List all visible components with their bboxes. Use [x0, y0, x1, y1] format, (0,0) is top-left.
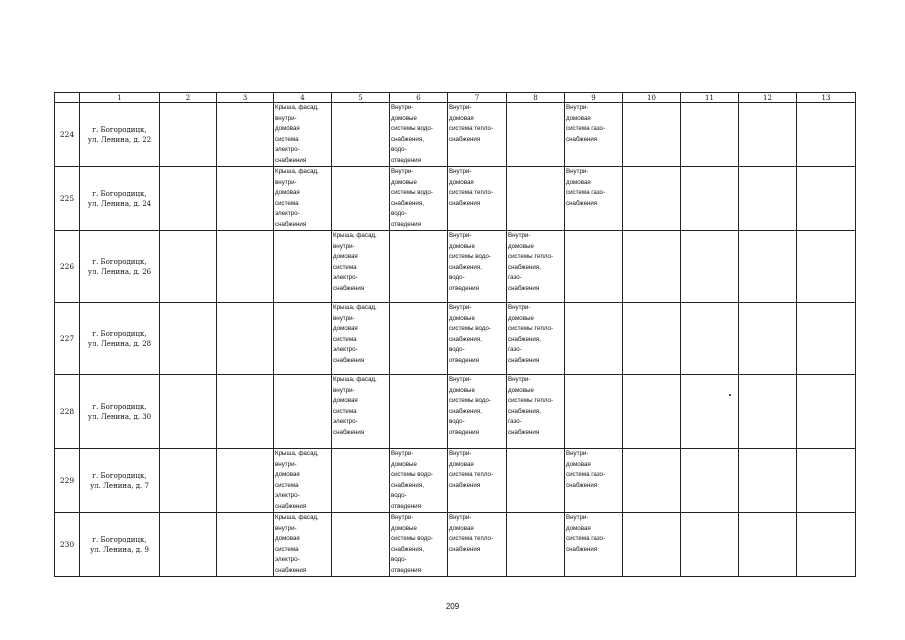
empty-cell: [739, 375, 797, 449]
system-line: газо-: [508, 346, 522, 353]
system-line: Внутри-: [449, 232, 472, 239]
row-number: 228: [55, 375, 80, 449]
system-line: система тепло-: [449, 471, 494, 478]
system-line: системы водо-: [391, 535, 433, 542]
row-number: 227: [55, 303, 80, 375]
empty-cell: [797, 449, 856, 513]
system-line: система тепло-: [449, 535, 494, 542]
column-header: 5: [332, 93, 390, 103]
system-line: снабжения: [566, 481, 598, 489]
system-line: водо-: [391, 146, 407, 153]
system-cell-col-6: [390, 167, 448, 231]
system-line: Внутри-: [449, 450, 472, 457]
column-header: 7: [448, 93, 507, 103]
empty-cell: [217, 449, 274, 513]
address-cell: [80, 375, 160, 449]
address-line: г. Богородицк,: [92, 257, 147, 266]
system-line: электро-: [275, 556, 300, 563]
system-cell-col-4: [274, 167, 332, 231]
system-line: внутри-: [333, 314, 355, 322]
system-line: Внутри-: [508, 376, 531, 383]
system-line: внутри-: [275, 460, 297, 468]
system-cell-col-5: [332, 303, 390, 375]
empty-cell: [274, 303, 332, 375]
system-cell-col-7: [448, 449, 507, 513]
system-cell-col-8: [507, 303, 565, 375]
system-line: домовые: [508, 242, 534, 250]
system-line: снабжения: [449, 135, 481, 143]
empty-cell: [681, 231, 739, 303]
system-line: снабжения,: [391, 545, 424, 553]
empty-cell: [681, 303, 739, 375]
system-line: снабжения,: [449, 263, 482, 271]
system-line: домовая: [275, 471, 300, 478]
empty-cell: [217, 375, 274, 449]
empty-cell: [217, 303, 274, 375]
table-row: [55, 513, 856, 577]
system-cell-col-7: [448, 513, 507, 577]
system-line: домовые: [391, 178, 417, 186]
empty-cell: [390, 231, 448, 303]
address-line: ул. Ленина, д. 9: [90, 545, 149, 554]
system-line: внутри-: [333, 386, 355, 394]
address-cell: [80, 513, 160, 577]
system-line: электро-: [333, 418, 358, 425]
system-line: снабжения,: [508, 407, 541, 415]
address-line: г. Богородицк,: [92, 535, 147, 544]
system-line: водо-: [391, 556, 407, 563]
empty-cell: [797, 231, 856, 303]
system-line: Крыша, фасад,: [275, 514, 319, 521]
system-cell-col-5: [332, 231, 390, 303]
system-line: снабжения: [508, 428, 540, 436]
system-line: домовая: [449, 114, 474, 122]
column-header: 10: [623, 93, 681, 103]
system-cell-col-7: [448, 375, 507, 449]
system-line: Внутри-: [391, 168, 414, 175]
column-header: 8: [507, 93, 565, 103]
empty-cell: [217, 513, 274, 577]
row-number: 226: [55, 231, 80, 303]
system-line: Внутри-: [566, 104, 589, 111]
system-line: Внутри-: [449, 304, 472, 311]
system-line: снабжения: [508, 356, 540, 364]
empty-cell: [507, 513, 565, 577]
system-line: Внутри-: [391, 104, 414, 111]
system-cell-col-6: [390, 513, 448, 577]
empty-cell: [507, 449, 565, 513]
system-line: система: [275, 135, 299, 143]
system-line: электро-: [275, 146, 300, 153]
system-line: системы водо-: [449, 325, 491, 332]
empty-cell: [739, 231, 797, 303]
system-line: Внутри-: [566, 450, 589, 457]
address-cell: [80, 449, 160, 513]
empty-cell: [332, 449, 390, 513]
empty-cell: [681, 513, 739, 577]
empty-cell: [332, 167, 390, 231]
column-header: 2: [160, 93, 217, 103]
system-line: домовая: [449, 460, 474, 468]
system-line: снабжения: [449, 199, 481, 207]
system-line: система: [333, 407, 357, 415]
system-cell-col-6: [390, 449, 448, 513]
system-line: снабжения,: [391, 135, 424, 143]
system-line: система: [333, 263, 357, 271]
column-header: [55, 93, 80, 103]
address-cell: [80, 167, 160, 231]
address-line: ул. Ленина, д. 24: [87, 199, 152, 208]
system-line: снабжения: [566, 199, 598, 207]
table-body: [55, 103, 856, 577]
system-line: электро-: [275, 210, 300, 217]
row-number: 225: [55, 167, 80, 231]
system-line: домовые: [391, 524, 417, 532]
empty-cell: [160, 303, 217, 375]
system-line: водо-: [391, 210, 407, 217]
empty-cell: [507, 103, 565, 167]
column-header: 3: [217, 93, 274, 103]
system-line: внутри-: [275, 114, 297, 122]
system-line: снабжения: [275, 220, 307, 228]
system-line: отведения: [449, 356, 479, 364]
row-number: 230: [55, 513, 80, 577]
system-cell-col-9: [565, 167, 623, 231]
system-line: домовая: [333, 397, 358, 404]
system-line: снабжения: [449, 481, 481, 489]
system-line: снабжения,: [508, 263, 541, 271]
system-line: домовые: [449, 386, 475, 394]
system-cell-col-6: [390, 103, 448, 167]
empty-cell: [160, 375, 217, 449]
empty-cell: [217, 103, 274, 167]
system-line: внутри-: [333, 242, 355, 250]
column-header: 12: [739, 93, 797, 103]
address-line: ул. Ленина, д. 26: [87, 267, 152, 276]
system-line: снабжения: [275, 156, 307, 164]
address-line: г. Богородицк,: [92, 329, 147, 338]
system-line: домовая: [275, 125, 300, 132]
empty-cell: [797, 103, 856, 167]
system-cell-col-8: [507, 231, 565, 303]
system-line: система газо-: [566, 125, 606, 132]
system-cell-col-7: [448, 303, 507, 375]
system-line: Внутри-: [449, 168, 472, 175]
empty-cell: [623, 303, 681, 375]
address-line: ул. Ленина, д. 30: [87, 412, 152, 421]
system-line: системы водо-: [391, 125, 433, 132]
empty-cell: [332, 103, 390, 167]
system-line: домовая: [566, 178, 591, 186]
system-line: система тепло-: [449, 125, 494, 132]
system-line: система тепло-: [449, 189, 494, 196]
system-line: Внутри-: [391, 514, 414, 521]
system-line: водо-: [449, 418, 465, 425]
column-header: 1: [80, 93, 160, 103]
empty-cell: [797, 375, 856, 449]
empty-cell: [160, 103, 217, 167]
empty-cell: [507, 167, 565, 231]
table-row: [55, 303, 856, 375]
empty-cell: [623, 449, 681, 513]
system-line: домовая: [333, 325, 358, 332]
address-line: г. Богородицк,: [92, 125, 147, 134]
system-line: отведения: [391, 566, 421, 574]
address-cell: [80, 103, 160, 167]
empty-cell: [623, 375, 681, 449]
empty-cell: [681, 103, 739, 167]
system-line: Внутри-: [508, 304, 531, 311]
system-line: Внутри-: [566, 168, 589, 175]
system-line: система: [275, 481, 299, 489]
column-header: 9: [565, 93, 623, 103]
system-line: отведения: [391, 502, 421, 510]
table-row: [55, 103, 856, 167]
system-cell-col-9: [565, 513, 623, 577]
empty-cell: [565, 303, 623, 375]
system-line: снабжения,: [449, 335, 482, 343]
empty-cell: [332, 513, 390, 577]
empty-cell: [739, 449, 797, 513]
address-cell: [80, 231, 160, 303]
column-header: 13: [797, 93, 856, 103]
system-line: система: [275, 199, 299, 207]
system-line: системы водо-: [391, 471, 433, 478]
system-cell-col-5: [332, 375, 390, 449]
table-row: [55, 375, 856, 449]
system-line: домовая: [566, 460, 591, 468]
system-line: газо-: [508, 418, 522, 425]
system-cell-col-4: [274, 449, 332, 513]
system-line: Внутри-: [449, 104, 472, 111]
empty-cell: [160, 167, 217, 231]
system-line: снабжения: [333, 428, 365, 436]
system-line: Крыша, фасад,: [333, 376, 377, 383]
system-cell-col-9: [565, 103, 623, 167]
system-line: водо-: [449, 274, 465, 281]
system-line: внутри-: [275, 178, 297, 186]
empty-cell: [274, 375, 332, 449]
system-line: Внутри-: [449, 376, 472, 383]
system-line: домовые: [508, 314, 534, 322]
row-number: 229: [55, 449, 80, 513]
system-line: снабжения: [449, 545, 481, 553]
system-line: снабжения,: [391, 481, 424, 489]
empty-cell: [739, 167, 797, 231]
system-line: системы тепло-: [508, 253, 554, 260]
system-line: домовая: [275, 535, 300, 542]
system-line: Крыша, фасад,: [275, 450, 319, 457]
system-line: домовые: [391, 460, 417, 468]
empty-cell: [681, 449, 739, 513]
system-line: система: [333, 335, 357, 343]
system-line: электро-: [333, 346, 358, 353]
table-row: [55, 167, 856, 231]
empty-cell: [797, 303, 856, 375]
system-line: снабжения: [275, 566, 307, 574]
system-line: снабжения: [333, 284, 365, 292]
system-line: отведения: [449, 284, 479, 292]
empty-cell: [681, 375, 739, 449]
system-line: системы тепло-: [508, 397, 554, 404]
empty-cell: [797, 513, 856, 577]
empty-cell: [565, 231, 623, 303]
empty-cell: [623, 513, 681, 577]
system-line: снабжения: [333, 356, 365, 364]
system-line: внутри-: [275, 524, 297, 532]
system-cell-col-7: [448, 167, 507, 231]
empty-cell: [623, 103, 681, 167]
system-line: домовая: [566, 524, 591, 532]
system-line: домовые: [449, 314, 475, 322]
address-line: ул. Ленина, д. 28: [87, 339, 152, 348]
empty-cell: [160, 513, 217, 577]
table-row: [55, 449, 856, 513]
empty-cell: [739, 513, 797, 577]
empty-cell: [274, 231, 332, 303]
system-line: Внутри-: [391, 450, 414, 457]
system-cell-col-7: [448, 103, 507, 167]
empty-cell: [565, 375, 623, 449]
system-line: система газо-: [566, 471, 606, 478]
empty-cell: [390, 303, 448, 375]
address-line: ул. Ленина, д. 22: [87, 135, 152, 144]
system-line: водо-: [391, 492, 407, 499]
system-line: отведения: [391, 220, 421, 228]
address-line: ул. Ленина, д. 7: [90, 481, 149, 490]
repair-schedule-table: [54, 92, 856, 577]
address-line: г. Богородицк,: [92, 402, 147, 411]
system-line: домовая: [449, 178, 474, 186]
system-line: домовые: [449, 242, 475, 250]
system-line: снабжения: [275, 502, 307, 510]
address-line: г. Богородицк,: [92, 471, 147, 480]
page-number: 209: [445, 602, 460, 611]
system-line: водо-: [449, 346, 465, 353]
system-line: домовая: [275, 189, 300, 196]
system-line: Крыша, фасад,: [275, 168, 319, 175]
system-line: снабжения,: [391, 199, 424, 207]
empty-cell: [739, 103, 797, 167]
system-cell-col-4: [274, 103, 332, 167]
system-line: электро-: [333, 274, 358, 281]
system-line: снабжения: [566, 545, 598, 553]
empty-cell: [681, 167, 739, 231]
system-line: отведения: [391, 156, 421, 164]
empty-cell: [217, 167, 274, 231]
system-line: отведения: [449, 428, 479, 436]
system-line: система газо-: [566, 189, 606, 196]
scan-speck: [729, 394, 731, 396]
system-line: электро-: [275, 492, 300, 499]
system-line: домовая: [449, 524, 474, 532]
system-line: снабжения: [566, 135, 598, 143]
system-line: система газо-: [566, 535, 606, 542]
empty-cell: [623, 167, 681, 231]
system-cell-col-7: [448, 231, 507, 303]
empty-cell: [217, 231, 274, 303]
system-line: Крыша, фасад,: [275, 104, 319, 111]
system-line: домовые: [508, 386, 534, 394]
address-line: г. Богородицк,: [92, 189, 147, 198]
system-line: домовые: [391, 114, 417, 122]
system-cell-col-8: [507, 375, 565, 449]
system-line: снабжения,: [508, 335, 541, 343]
column-header: 4: [274, 93, 332, 103]
system-line: газо-: [508, 274, 522, 281]
empty-cell: [160, 449, 217, 513]
system-line: снабжения: [508, 284, 540, 292]
system-line: домовая: [566, 114, 591, 122]
system-line: Внутри-: [508, 232, 531, 239]
system-line: система: [275, 545, 299, 553]
system-line: системы водо-: [449, 253, 491, 260]
system-line: системы тепло-: [508, 325, 554, 332]
system-line: снабжения,: [449, 407, 482, 415]
system-cell-col-9: [565, 449, 623, 513]
header-row: [55, 93, 856, 103]
system-line: Крыша, фасад,: [333, 304, 377, 311]
address-cell: [80, 303, 160, 375]
empty-cell: [390, 375, 448, 449]
empty-cell: [623, 231, 681, 303]
system-line: домовая: [333, 253, 358, 260]
row-number: 224: [55, 103, 80, 167]
table-row: [55, 231, 856, 303]
system-line: системы водо-: [449, 397, 491, 404]
system-line: системы водо-: [391, 189, 433, 196]
column-header: 6: [390, 93, 448, 103]
column-header: 11: [681, 93, 739, 103]
system-line: Внутри-: [449, 514, 472, 521]
system-line: Крыша, фасад,: [333, 232, 377, 239]
empty-cell: [160, 231, 217, 303]
empty-cell: [739, 303, 797, 375]
system-cell-col-4: [274, 513, 332, 577]
empty-cell: [797, 167, 856, 231]
system-line: Внутри-: [566, 514, 589, 521]
